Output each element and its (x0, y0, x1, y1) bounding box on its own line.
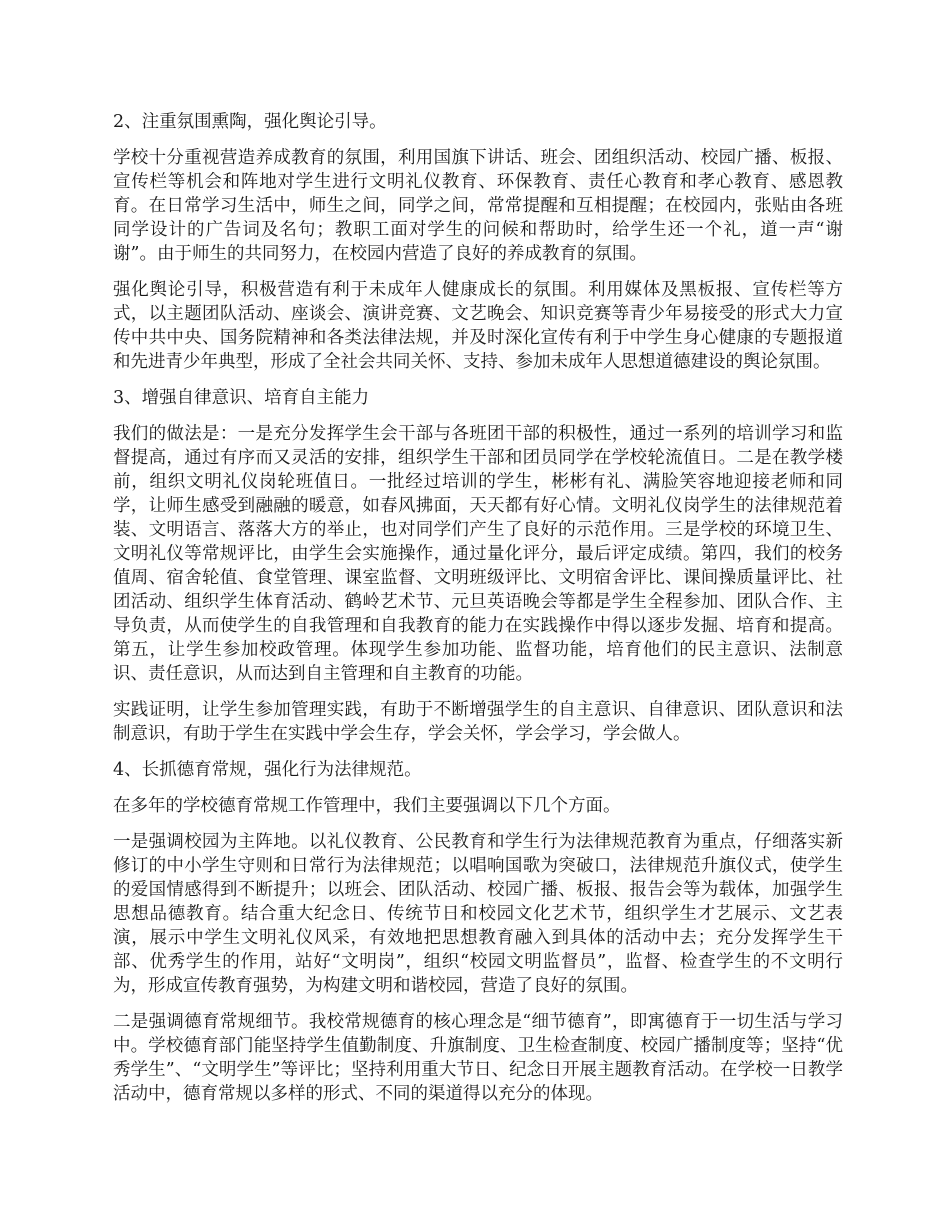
paragraph: 我们的做法是：一是充分发挥学生会干部与各班团干部的积极性，通过一系列的培训学习和监督提高，通过有序而又灵活的安排，组织学生干部和团员同学在学校轮流值日。二是在教学楼前，组织文明礼仪岗轮班值日。一批经过培训的学生，彬彬有礼、满脸笑容地迎接老师和同学，让师生感受到融融的暖意，如春风拂面，天天都有好心情。文明礼仪岗学生的法律规范着装、文明语言、落落大方的举止，也对同学们产生了良好的示范作用。三是学校的环境卫生、文明礼仪等常规评比，由学生会实施操作，通过量化评分，最后评定成绩。第四，我们的校务值周、宿舍轮值、食堂管理、课室监督、文明班级评比、文明宿舍评比、课间操质量评比、社团活动、组织学生体育活动、鹤岭艺术节、元旦英语晚会等都是学生全程参加、团队合作、主导负责，从而使学生的自我管理和自我教育的能力在实践操作中得以逐步发掘、培育和提高。第五，让学生参加校政管理。体现学生参加功能、监督功能，培育他们的民主意识、法制意识、责任意识，从而达到自主管理和自主教育的功能。 (113, 424, 843, 684)
paragraph: 在多年的学校德育常规工作管理中，我们主要强调以下几个方面。 (113, 796, 621, 816)
document-body (113, 110, 843, 1118)
paragraph: 学校十分重视营造养成教育的氛围，利用国旗下讲话、班会、团组织活动、校园广播、板报、宣传栏等机会和阵地对学生进行文明礼仪教育、环保教育、责任心教育和孝心教育、感恩教育。在日常学习生活中，师生之间，同学之间，常常提醒和互相提醒；在校园内，张贴由各班同学设计的广告词及名句；教职工面对学生的问候和帮助时，给学生还一个礼，道一声“谢谢”。由于师生的共同努力，在校园内营造了良好的养成教育的氛围。 (113, 148, 843, 264)
paragraph: 实践证明，让学生参加管理实践，有助于不断增强学生的自主意识、自律意识、团队意识和法制意识，有助于学生在实践中学会生存，学会关怀，学会学习，学会做人。 (113, 700, 843, 744)
section-heading-2: 2、注重氛围熏陶，强化舆论引导。 (113, 112, 387, 132)
paragraph: 一是强调校园为主阵地。以礼仪教育、公民教育和学生行为法律规范教育为重点，仔细落实新修订的中小学生守则和日常行为法律规范；以唱响国歌为突破口，法律规范升旗仪式，使学生的爱国情感得到不断提升；以班会、团队活动、校园广播、板报、报告会等为载体，加强学生思想品德教育。结合重大纪念日、传统节日和校园文化艺术节，组织学生才艺展示、文艺表演，展示中学生文明礼仪风采，有效地把思想教育融入到具体的活动中去；充分发挥学生干部、优秀学生的作用，站好“文明岗”，组织“校园文明监督员”，监督、检查学生的不文明行为，形成宣传教育强势，为构建文明和谐校园，营造了良好的氛围。 (113, 832, 843, 996)
paragraph: 强化舆论引导，积极营造有利于未成年人健康成长的氛围。利用媒体及黑板报、宣传栏等方式，以主题团队活动、座谈会、演讲竞赛、文艺晚会、知识竞赛等青少年易接受的形式大力宣传中共中央、国务院精神和各类法律法规，并及时深化宣传有利于中学生身心健康的专题报道和先进青少年典型，形成了全社会共同关怀、支持、参加未成年人思想道德建设的舆论氛围。 (113, 280, 843, 372)
section-heading-4: 4、长抓德育常规，强化行为法律规范。 (113, 760, 422, 780)
section-heading-3: 3、增强自律意识、培育自主能力 (113, 388, 370, 408)
paragraph: 二是强调德育常规细节。我校常规德育的核心理念是“细节德育”，即寓德育于一切生活与学习中。学校德育部门能坚持学生值勤制度、升旗制度、卫生检查制度、校园广播制度等；坚持“优秀学生”、“文明学生”等评比；坚持利用重大节日、纪念日开展主题教育活动。在学校一日教学活动中，德育常规以多样的形式、不同的渠道得以充分的体现。 (113, 1012, 843, 1104)
